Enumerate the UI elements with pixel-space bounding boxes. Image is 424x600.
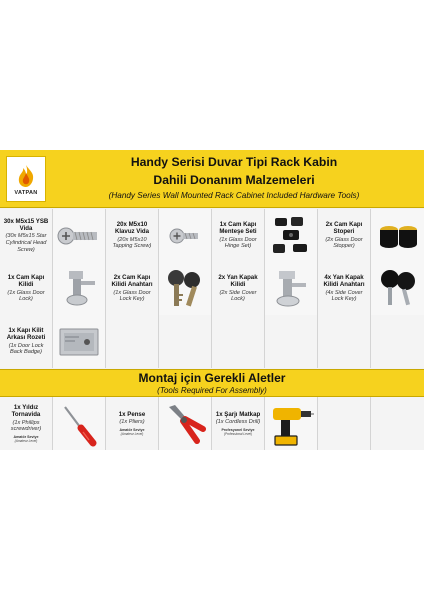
item-name: 2x Yan Kapak Kilidi	[218, 274, 258, 289]
flame-logo-icon	[12, 163, 40, 189]
item-name-en: (1x Door Lock Back Badge)	[8, 342, 44, 356]
hardware-row	[0, 262, 424, 315]
item-name-en: (20x M5x10 Tapping Screw)	[112, 236, 152, 250]
side-lock-image	[265, 262, 318, 315]
hardware-item-label	[212, 262, 265, 315]
sheet-header	[0, 150, 424, 208]
door-stopper-image	[371, 209, 424, 262]
hardware-row	[0, 315, 424, 368]
tool-name: 1x Yıldız Tornavida	[11, 404, 41, 419]
hardware-item-label	[0, 315, 53, 368]
item-name-en: (1x Glass Door Lock)	[7, 289, 45, 303]
item-name: 20x M5x10 Klavuz Vida	[114, 221, 150, 236]
screw-icon	[57, 225, 101, 247]
black-keys-image	[371, 262, 424, 315]
black-keys-icon	[376, 267, 420, 311]
item-name: 30x M5x15 YSB Vida	[3, 217, 49, 233]
hardware-item-label	[212, 209, 265, 262]
lock-badge-image	[53, 315, 106, 368]
item-name: 1x Cam Kapı Kilidi	[7, 274, 45, 289]
tool-name-en: (1x Cordless Drill)	[215, 419, 261, 426]
tool-level-en: (Amateur Level)	[14, 438, 38, 443]
hardware-item-label	[318, 209, 371, 262]
tool-level: Amatör Seviye	[13, 434, 39, 439]
empty-cell	[318, 315, 371, 368]
page-title: Handy Serisi Duvar Tipi Rack Kabin	[130, 155, 338, 169]
lock-badge-icon	[57, 323, 101, 361]
item-name: 2x Cam Kapı Stoperi	[325, 221, 363, 236]
item-name-en: (1x Glass Door Lock Key)	[113, 289, 151, 303]
item-name-en: (4x Side Cover Lock Key)	[325, 289, 363, 303]
side-lock-icon	[271, 267, 311, 311]
cam-lock-icon	[59, 267, 99, 311]
screwdriver-image	[53, 397, 106, 450]
cordless-drill-image	[265, 397, 318, 450]
item-name: 1x Cam Kapı Menteşe Seti	[219, 221, 257, 236]
page-title-line2: Dahili Donanım Malzemeleri	[153, 173, 315, 187]
tools-grid	[0, 397, 424, 450]
tool-name-en: (1x Phillips screwdriver)	[10, 419, 42, 433]
tool-item-label	[0, 397, 53, 450]
tool-item-label	[106, 397, 159, 450]
empty-cell	[371, 397, 424, 450]
cordless-drill-icon	[267, 400, 315, 448]
hardware-item-label	[106, 209, 159, 262]
hardware-item-label	[106, 262, 159, 315]
empty-cell	[318, 397, 371, 450]
hinge-set-icon	[269, 214, 313, 258]
pliers-icon	[163, 401, 207, 447]
page-subtitle: (Handy Series Wall Mounted Rack Cabinet Included Hardware Tools)	[108, 191, 360, 200]
cam-lock-image	[53, 262, 106, 315]
tool-level-en: (Amateur Level)	[120, 431, 144, 436]
tool-level: Amatör Seviye	[119, 427, 145, 432]
brand-logo	[6, 156, 46, 202]
empty-cell	[159, 315, 212, 368]
tools-header	[0, 369, 424, 397]
door-stopper-icon	[376, 221, 420, 251]
hardware-item-label	[0, 262, 53, 315]
tool-level-en: (Professional Level)	[223, 431, 253, 436]
item-name-en: (2x Side Cover Lock)	[219, 289, 257, 303]
tools-row	[0, 397, 424, 450]
item-name-en: (30x M5x15 Star Cylindrical Head Screw)	[5, 233, 47, 253]
tools-subtitle: (Tools Required For Assembly)	[157, 386, 267, 395]
empty-cell	[371, 315, 424, 368]
hardware-item-label	[318, 262, 371, 315]
short-screw-icon	[168, 226, 202, 246]
item-name: 4x Yan Kapak Kilidi Anahtarı	[323, 274, 365, 289]
tool-name-en: (1x Pliers)	[119, 419, 145, 426]
hinge-set-image	[265, 209, 318, 262]
tool-name: 1x Şarjı Matkap	[215, 411, 261, 419]
short-screw-image	[159, 209, 212, 262]
tools-title: Montaj için Gerekli Aletler	[138, 371, 286, 385]
logo-text: VATPAN	[14, 189, 38, 196]
empty-cell	[212, 315, 265, 368]
item-name: 1x Kapı Kilit Arkası Rozeti	[6, 327, 46, 342]
tool-level: Profesyonel Seviye	[221, 427, 255, 432]
tool-name: 1x Pense	[118, 411, 146, 419]
item-name-en: (2x Glass Door Stopper)	[325, 236, 363, 250]
hardware-item-label	[0, 209, 53, 262]
hardware-row	[0, 209, 424, 262]
keys-icon	[163, 267, 207, 311]
screwdriver-icon	[57, 401, 101, 447]
screw-image	[53, 209, 106, 262]
item-name-en: (1x Glass Door Hinge Set)	[219, 236, 257, 250]
empty-cell	[265, 315, 318, 368]
pliers-image	[159, 397, 212, 450]
hardware-grid	[0, 209, 424, 368]
keys-image	[159, 262, 212, 315]
tool-item-label	[212, 397, 265, 450]
hardware-sheet	[0, 150, 424, 450]
empty-cell	[106, 315, 159, 368]
item-name: 2x Cam Kapı Kilidi Anahtarı	[111, 274, 153, 289]
